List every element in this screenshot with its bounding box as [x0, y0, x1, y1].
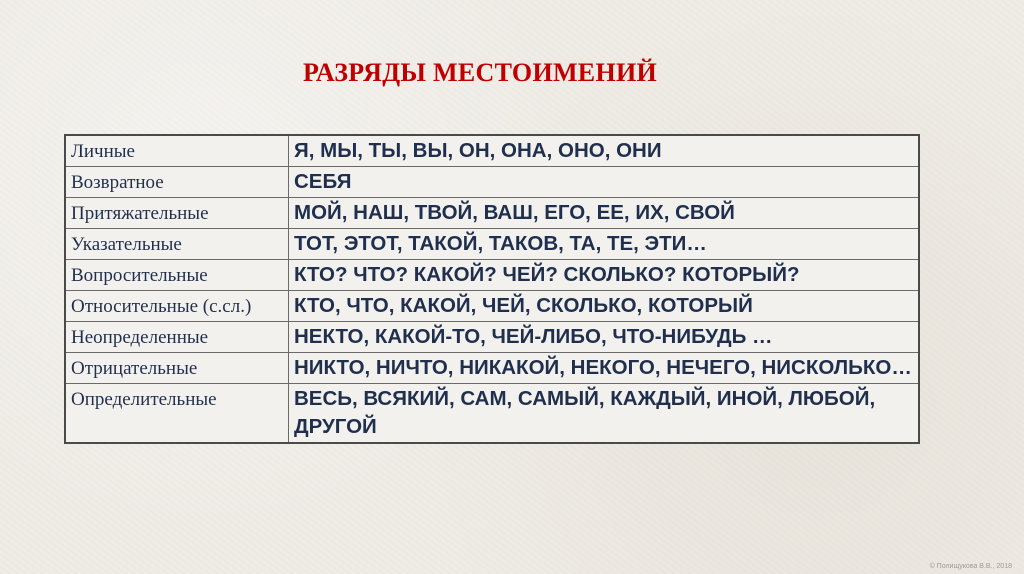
category-cell: Неопределенные	[65, 322, 289, 353]
examples-cell: НЕКТО, КАКОЙ-ТО, ЧЕЙ-ЛИБО, ЧТО-НИБУДЬ …	[289, 322, 920, 353]
examples-cell: ВЕСЬ, ВСЯКИЙ, САМ, САМЫЙ, КАЖДЫЙ, ИНОЙ, ЛЮБОЙ, ДРУГОЙ	[289, 384, 920, 444]
category-cell: Возвратное	[65, 167, 289, 198]
table-row	[65, 353, 919, 384]
examples-cell: НИКТО, НИЧТО, НИКАКОЙ, НЕКОГО, НЕЧЕГО, НИСКОЛЬКО…	[289, 353, 920, 384]
table-row	[65, 229, 919, 260]
category-cell: Указательные	[65, 229, 289, 260]
table-row	[65, 135, 919, 167]
pronoun-categories-table	[64, 134, 920, 444]
examples-cell: ТОТ, ЭТОТ, ТАКОЙ, ТАКОВ, ТА, ТЕ, ЭТИ…	[289, 229, 920, 260]
category-cell: Определительные	[65, 384, 289, 444]
table-row	[65, 167, 919, 198]
table-row	[65, 291, 919, 322]
examples-cell: КТО? ЧТО? КАКОЙ? ЧЕЙ? СКОЛЬКО? КОТОРЫЙ?	[289, 260, 920, 291]
table-row	[65, 198, 919, 229]
category-cell: Относительные (с.сл.)	[65, 291, 289, 322]
examples-cell: МОЙ, НАШ, ТВОЙ, ВАШ, ЕГО, ЕЕ, ИХ, СВОЙ	[289, 198, 920, 229]
slide-title: РАЗРЯДЫ МЕСТОИМЕНИЙ	[302, 58, 658, 87]
category-cell: Отрицательные	[65, 353, 289, 384]
category-cell: Личные	[65, 135, 289, 167]
copyright-note: © Полищукова В.В., 2018	[929, 563, 1012, 570]
examples-cell: КТО, ЧТО, КАКОЙ, ЧЕЙ, СКОЛЬКО, КОТОРЫЙ	[289, 291, 920, 322]
category-cell: Вопросительные	[65, 260, 289, 291]
table-row	[65, 322, 919, 353]
examples-cell: СЕБЯ	[289, 167, 920, 198]
examples-cell: Я, МЫ, ТЫ, ВЫ, ОН, ОНА, ОНО, ОНИ	[289, 135, 920, 167]
table-row	[65, 260, 919, 291]
category-cell: Притяжательные	[65, 198, 289, 229]
table-row	[65, 384, 919, 444]
